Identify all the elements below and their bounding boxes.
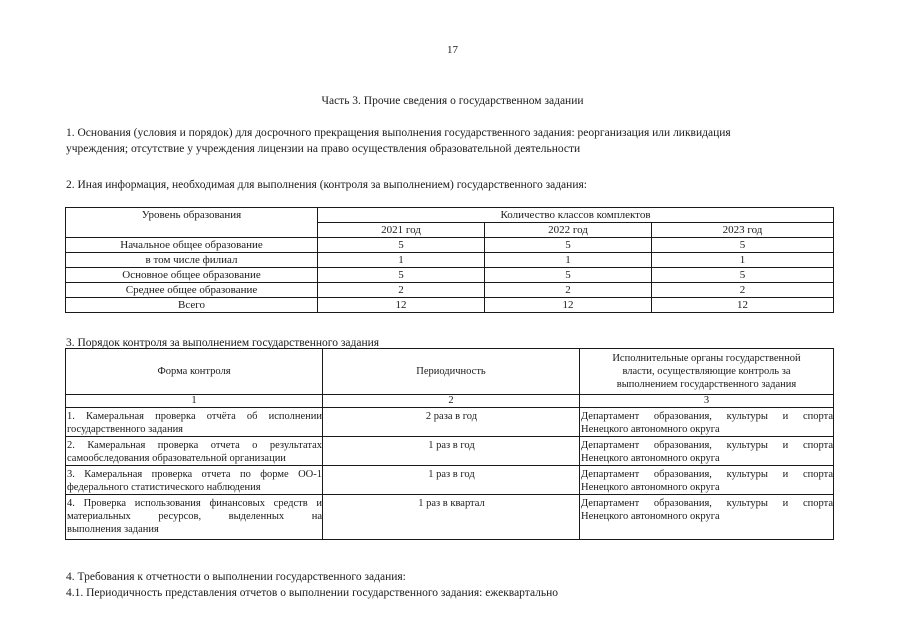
control-form bbox=[66, 495, 323, 540]
section-1-line-1: 1. Основания (условия и порядок) для досрочного прекращения выполнения государственного задания: реорганизация или ликвидация bbox=[66, 127, 731, 139]
control-form bbox=[66, 408, 323, 437]
control-form-line: государственного задания bbox=[67, 424, 184, 435]
control-form-line: 1. Камеральная проверка отчёта об исполнении bbox=[67, 411, 322, 422]
section-4-heading: 4. Требования к отчетности о выполнении государственного задания: bbox=[66, 571, 406, 583]
header-year: 2021 год bbox=[318, 223, 485, 238]
header-form: Форма контроля bbox=[66, 349, 323, 395]
control-form bbox=[66, 437, 323, 466]
table-row bbox=[66, 268, 834, 283]
header-organs-line: выполнением государственного задания bbox=[616, 379, 797, 390]
control-period: 1 раз в квартал bbox=[323, 495, 580, 540]
control-organ-line: Департамент образования, культуры и спорта bbox=[581, 498, 833, 509]
section-3-heading: 3. Порядок контроля за выполнением государственного задания bbox=[66, 337, 380, 349]
header-level: Уровень образования bbox=[66, 208, 318, 238]
table-row bbox=[66, 408, 834, 437]
control-organ-line: Ненецкого автономного округа bbox=[581, 453, 720, 464]
row-label: Всего bbox=[66, 298, 318, 313]
control-form-line: самообследования образовательной организации bbox=[67, 453, 286, 464]
control-form-line: выполнения задания bbox=[67, 524, 159, 535]
control-organ-line: Ненецкого автономного округа bbox=[581, 424, 720, 435]
column-number: 1 bbox=[66, 395, 323, 408]
control-period: 1 раз в год bbox=[323, 437, 580, 466]
column-number: 3 bbox=[580, 395, 834, 408]
control-period: 1 раз в год bbox=[323, 466, 580, 495]
part-title: Часть 3. Прочие сведения о государственном задании bbox=[321, 95, 584, 107]
header-organs-line: власти, осуществляющие контроль за bbox=[622, 366, 791, 377]
control-period: 2 раза в год bbox=[323, 408, 580, 437]
row-value: 1 bbox=[318, 253, 485, 268]
control-organ bbox=[580, 408, 834, 437]
row-value: 1 bbox=[652, 253, 834, 268]
header-classes-count: Количество классов комплектов bbox=[318, 208, 834, 223]
table-row bbox=[66, 283, 834, 298]
row-value: 2 bbox=[485, 283, 652, 298]
row-value: 5 bbox=[652, 238, 834, 253]
row-label: Начальное общее образование bbox=[66, 238, 318, 253]
control-form-line: 4. Проверка использования финансовых средств и bbox=[67, 498, 322, 509]
section-2-heading: 2. Иная информация, необходимая для выполнения (контроля за выполнением) государственного задания: bbox=[66, 179, 587, 191]
control-organ-line: Департамент образования, культуры и спорта bbox=[581, 440, 833, 451]
control-organ bbox=[580, 466, 834, 495]
control-organ-line: Департамент образования, культуры и спорта bbox=[581, 469, 833, 480]
row-label: Среднее общее образование bbox=[66, 283, 318, 298]
row-label: Основное общее образование bbox=[66, 268, 318, 283]
control-organ bbox=[580, 495, 834, 540]
row-value: 12 bbox=[652, 298, 834, 313]
row-value: 5 bbox=[318, 268, 485, 283]
row-value: 5 bbox=[652, 268, 834, 283]
header-year: 2023 год bbox=[652, 223, 834, 238]
header-organs bbox=[580, 349, 834, 395]
table-row bbox=[66, 298, 834, 313]
page-number: 17 bbox=[447, 44, 458, 56]
row-value: 5 bbox=[318, 238, 485, 253]
control-form-line: материальных ресурсов, выделенных на bbox=[67, 511, 322, 522]
header-year: 2022 год bbox=[485, 223, 652, 238]
table-row bbox=[66, 238, 834, 253]
control-organ bbox=[580, 437, 834, 466]
row-value: 12 bbox=[318, 298, 485, 313]
row-value: 12 bbox=[485, 298, 652, 313]
header-period: Периодичность bbox=[323, 349, 580, 395]
table-row bbox=[66, 495, 834, 540]
column-number: 2 bbox=[323, 395, 580, 408]
control-organ-line: Департамент образования, культуры и спорта bbox=[581, 411, 833, 422]
section-4-item-1: 4.1. Периодичность представления отчетов о выполнении государственного задания: ежеквартально bbox=[66, 587, 559, 599]
row-label: в том числе филиал bbox=[66, 253, 318, 268]
control-form-line: 3. Камеральная проверка отчета по форме ОО-1 bbox=[67, 469, 322, 480]
control-organ-line: Ненецкого автономного округа bbox=[581, 511, 720, 522]
row-value: 2 bbox=[318, 283, 485, 298]
section-1-line-2: учреждения; отсутствие у учреждения лицензии на право осуществления образовательной деятельности bbox=[66, 143, 581, 155]
section-1-text bbox=[66, 125, 836, 157]
classes-table bbox=[65, 207, 834, 313]
control-form bbox=[66, 466, 323, 495]
row-value: 1 bbox=[485, 253, 652, 268]
control-table bbox=[65, 348, 834, 540]
row-value: 5 bbox=[485, 238, 652, 253]
control-form-line: федерального статистического наблюдения bbox=[67, 482, 261, 493]
control-form-line: 2. Камеральная проверка отчета о результатах bbox=[67, 440, 322, 451]
header-organs-line: Исполнительные органы государственной bbox=[612, 353, 801, 364]
table-row bbox=[66, 466, 834, 495]
row-value: 5 bbox=[485, 268, 652, 283]
table-row bbox=[66, 253, 834, 268]
table-row bbox=[66, 437, 834, 466]
control-organ-line: Ненецкого автономного округа bbox=[581, 482, 720, 493]
row-value: 2 bbox=[652, 283, 834, 298]
